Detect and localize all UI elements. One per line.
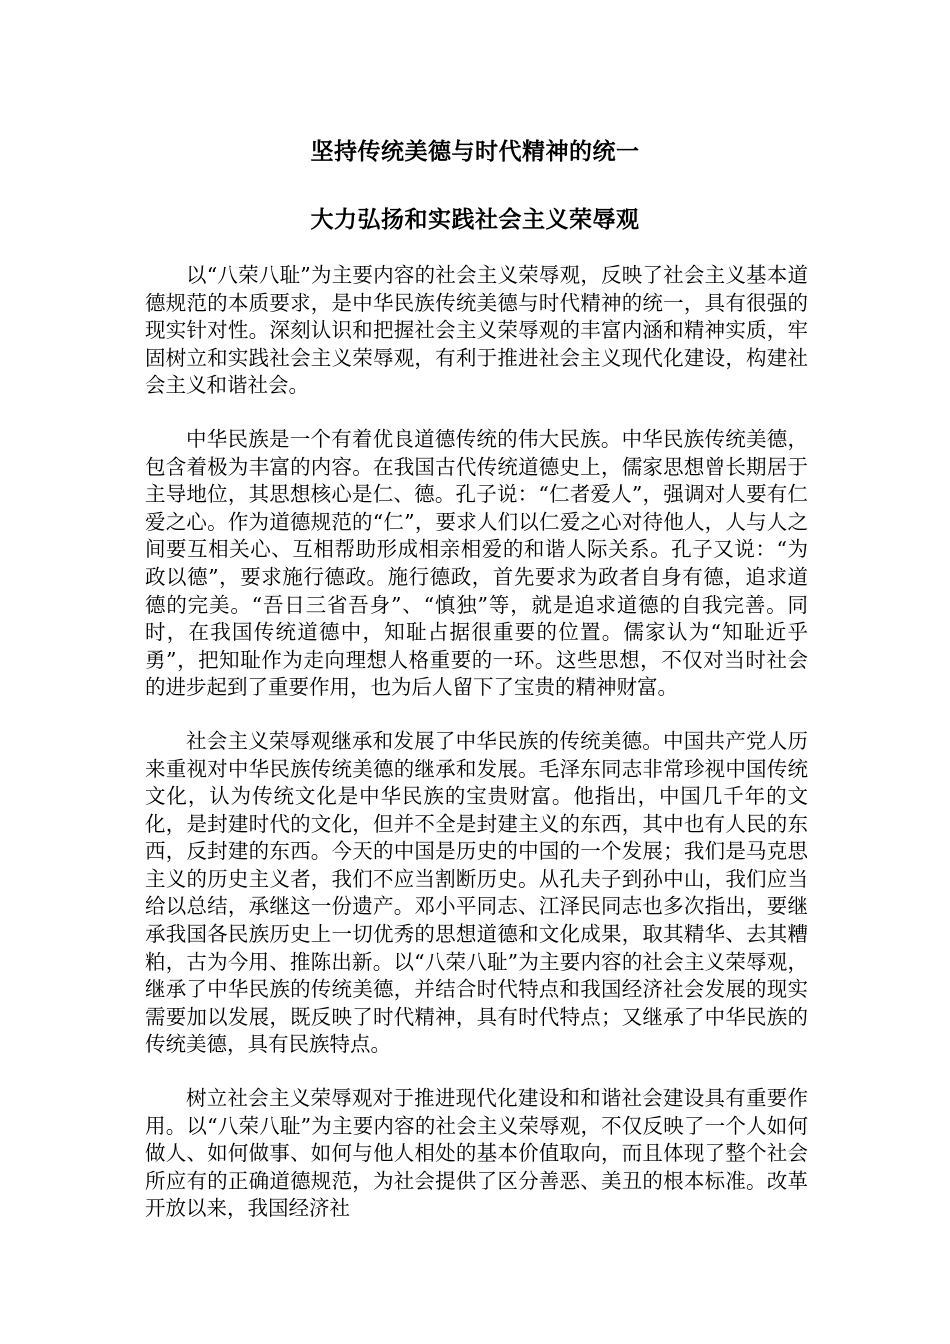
paragraph-4: 树立社会主义荣辱观对于推进现代化建设和和谐社会建设具有重要作用。以“八荣八耻”为主要内容的社会主义荣辱观，不仅反映了一个人如何做人、如何做事、如何与他人相处的基本价值取向，而且体现了整个社会所应有的正确道德规范，为社会提供了区分善恶、美丑的根本标准。改革开放以来，我国经济社 <box>145 1086 808 1221</box>
paragraph-3: 社会主义荣辱观继承和发展了中华民族的传统美德。中国共产党人历来重视对中华民族传统美德的继承和发展。毛泽东同志非常珍视中国传统文化，认为传统文化是中华民族的宝贵财富。他指出，中国几千年的文化，是封建时代的文化，但并不全是封建主义的东西，其中也有人民的东西，反封建的东西。今天的中国是历史的中国的一个发展；我们是马克思主义的历史主义者，我们不应当割断历史。从孔夫子到孙中山，我们应当给以总结，承继这一份遗产。邓小平同志、江泽民同志也多次指出，要继承我国各民族历史上一切优秀的思想道德和文化成果，取其精华、去其糟粕，古为今用、推陈出新。以“八荣八耻”为主要内容的社会主义荣辱观，继承了中华民族的传统美德，并结合时代特点和我国经济社会发展的现实需要加以发展，既反映了时代精神，具有时代特点；又继承了中华民族的传统美德，具有民族特点。 <box>145 728 808 1057</box>
paragraph-1: 以“八荣八耻”为主要内容的社会主义荣辱观，反映了社会主义基本道德规范的本质要求，是中华民族传统美德与时代精神的统一，具有很强的现实针对性。深刻认识和把握社会主义荣辱观的丰富内涵和精神实质，牢固树立和实践社会主义荣辱观，有利于推进社会主义现代化建设，构建社会主义和谐社会。 <box>145 263 808 398</box>
document-title-line-2: 大力弘扬和实践社会主义荣辱观 <box>310 207 640 233</box>
document-title-line-1: 坚持传统美德与时代精神的统一 <box>310 139 640 165</box>
document-body <box>145 262 808 1249</box>
paragraph-2: 中华民族是一个有着优良道德传统的伟大民族。中华民族传统美德，包含着极为丰富的内容。在我国古代传统道德史上，儒家思想曾长期居于主导地位，其思想核心是仁、德。孔子说：“仁者爱人”，强调对人要有仁爱之心。作为道德规范的“仁”，要求人们以仁爱之心对待他人，人与人之间要互相关心、互相帮助形成相亲相爱的和谐人际关系。孔子又说：“为政以德”，要求施行德政。施行德政，首先要求为政者自身有德，追求道德的完美。“吾日三省吾身”、“慎独”等，就是追求道德的自我完善。同时，在我国传统道德中，知耻占据很重要的位置。儒家认为“知耻近乎勇”，把知耻作为走向理想人格重要的一环。这些思想，不仅对当时社会的进步起到了重要作用，也为后人留下了宝贵的精神财富。 <box>145 426 808 700</box>
